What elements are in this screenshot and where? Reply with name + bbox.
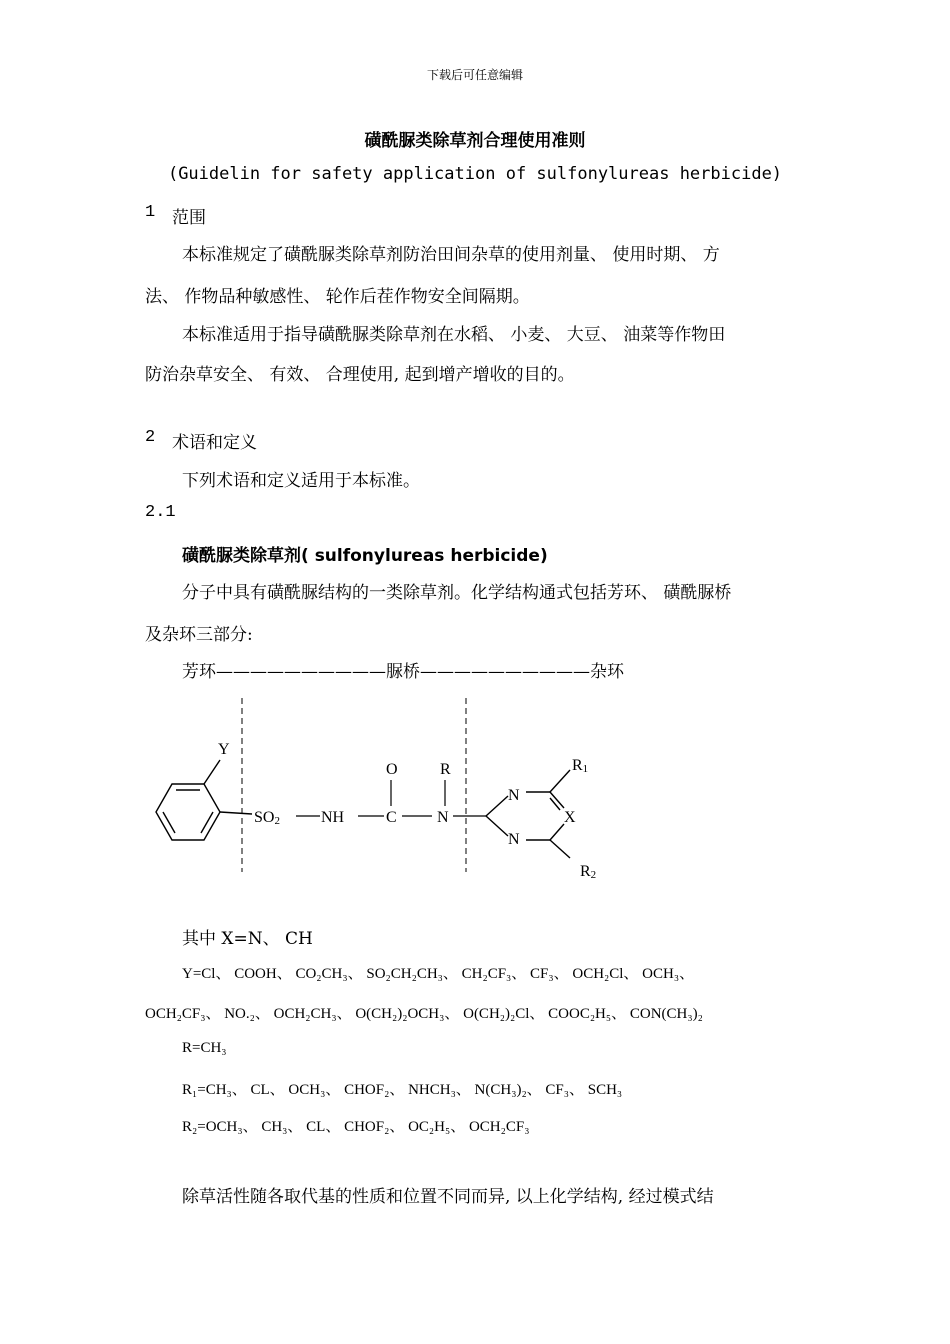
structure-parts-line: 芳环——————————脲桥——————————杂环 — [182, 662, 624, 682]
sulfonylurea-structure-diagram — [140, 690, 620, 890]
oxygen-label: O — [386, 761, 398, 778]
scope-paragraph-2-line-1: 本标准适用于指导磺酰脲类除草剂在水稻、 小麦、 大豆、 油菜等作物田 — [182, 325, 726, 345]
x-definition: 其中 X=N、 CH — [182, 929, 313, 949]
scope-paragraph-2-line-2: 防治杂草安全、 有效、 合理使用, 起到增产增收的目的。 — [145, 365, 575, 385]
nh-label: NH — [321, 809, 345, 826]
ring-nitrogen-1: N — [508, 787, 520, 804]
terms-intro: 下列术语和定义适用于本标准。 — [182, 471, 420, 491]
ring-x-label: X — [564, 809, 576, 826]
section-2-1-number: 2.1 — [145, 503, 176, 522]
benzene-ring — [156, 760, 252, 840]
nitrogen-label: N — [437, 809, 449, 826]
section-2-title: 术语和定义 — [172, 433, 257, 453]
term-heading: 磺酰脲类除草剂( sulfonylureas herbicide) — [182, 546, 548, 566]
section-1-number: 1 — [145, 203, 156, 222]
page-header: 下载后可任意编辑 — [426, 68, 523, 82]
r1-definition: R₁=CH₃、 CL、 OCH₃、 CHOF₂、 NHCH₃、 N(CH₃)₂、 CF₃、 SCH₃ — [182, 1082, 623, 1098]
heterocycle-ring — [486, 770, 570, 858]
r1-label: R1 — [572, 757, 589, 775]
section-2-number: 2 — [145, 428, 156, 447]
y-substituent-label: Y — [218, 741, 230, 758]
r-label: R — [440, 761, 451, 778]
r2-definition: R₂=OCH₃、 CH₃、 CL、 CHOF₂、 OC₂H₅、 OCH₂CF₃ — [182, 1119, 530, 1135]
ring-nitrogen-2: N — [508, 831, 520, 848]
y-substituents-line-2: OCH₂CF₃、 NO.₂、 OCH₂CH₃、 O(CH₂)₂OCH₃、 O(CH₂)₂Cl、 COOC₂H₅、 CON(CH₃)₂ — [145, 1006, 703, 1022]
r-definition: R=CH₃ — [182, 1040, 227, 1056]
scope-paragraph-1-line-1: 本标准规定了磺酰脲类除草剂防治田间杂草的使用剂量、 使用时期、 方 — [182, 245, 720, 265]
activity-paragraph: 除草活性随各取代基的性质和位置不同而异, 以上化学结构, 经过模式结 — [182, 1187, 714, 1207]
carbon-label: C — [386, 809, 397, 826]
y-substituents-line-1: Y=Cl、 COOH、 CO₂CH₃、 SO₂CH₂CH₃、 CH₂CF₃、 CF₃、 OCH₂Cl、 OCH₃、 — [182, 966, 695, 982]
document-subtitle: (Guidelin for safety application of sulfonylureas herbicide) — [167, 164, 783, 184]
r2-label: R2 — [580, 863, 597, 881]
definition-line-2: 及杂环三部分: — [145, 625, 253, 645]
section-1-title: 范围 — [172, 208, 206, 228]
definition-line-1: 分子中具有磺酰脲结构的一类除草剂。化学结构通式包括芳环、 磺酰脲桥 — [182, 583, 732, 603]
document-title: 磺酰脲类除草剂合理使用准则 — [364, 131, 586, 151]
so2-label: SO2 — [254, 809, 280, 827]
scope-paragraph-1-line-2: 法、 作物品种敏感性、 轮作后茬作物安全间隔期。 — [145, 287, 530, 307]
